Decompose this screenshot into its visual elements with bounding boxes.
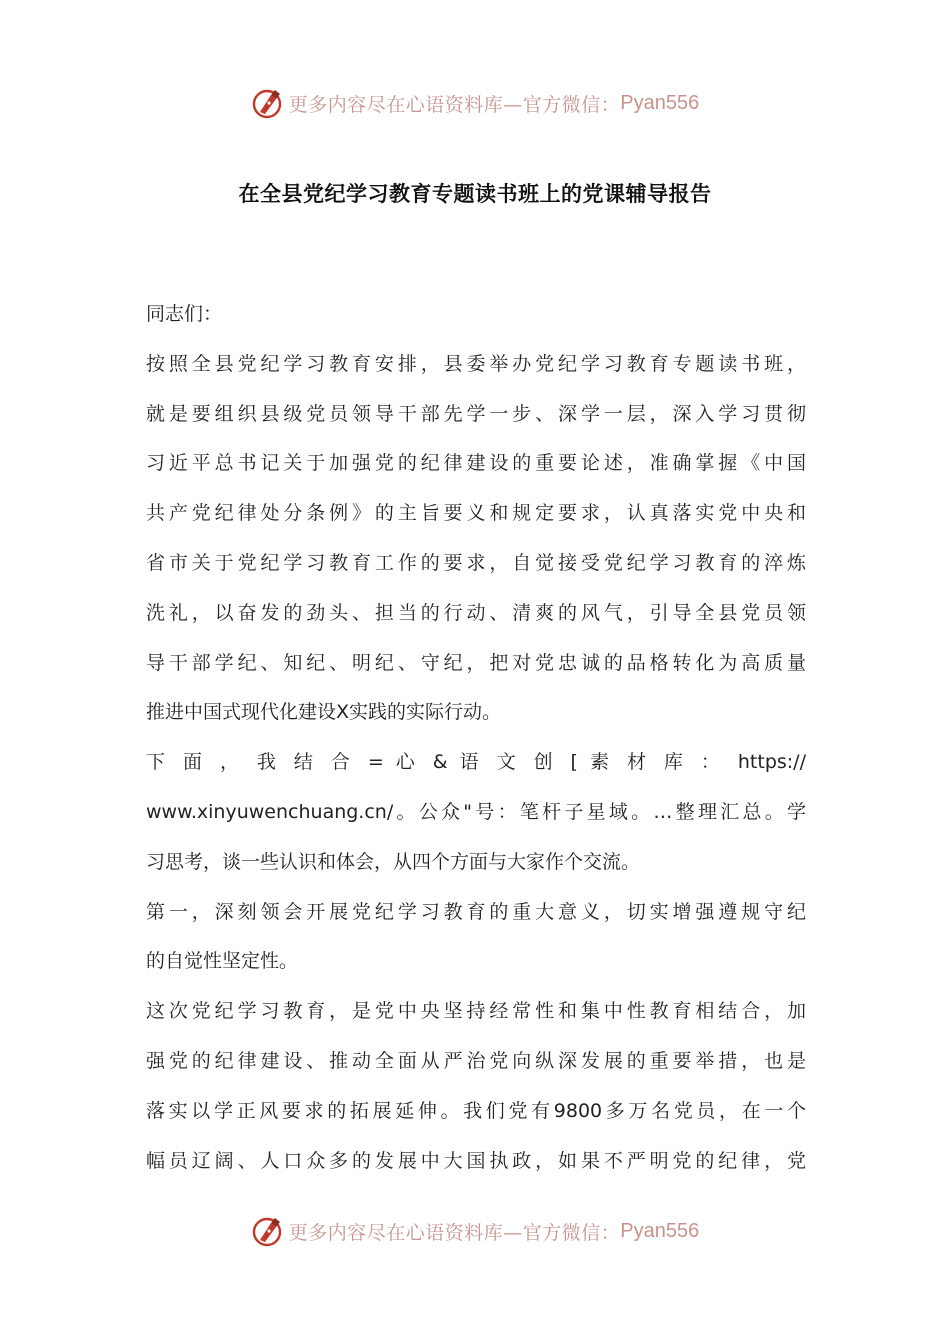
- paragraph-line: 落实以学正风要求的拓展延伸。我们党有9800多万名党员，在一个: [146, 1099, 806, 1122]
- paragraph-line: 按照全县党纪学习教育安排，县委举办党纪学习教育专题读书班，: [146, 352, 806, 375]
- paragraph-line: 习近平总书记关于加强党的纪律建设的重要论述，准确掌握《中国: [146, 452, 806, 475]
- watermark-text: 更多内容尽在心语资料库—官方微信：: [288, 1221, 621, 1244]
- header-watermark: [0, 81, 950, 125]
- paragraph-line: 就是要组织县级党员领导干部先学一步、深学一层，深入学习贯彻: [146, 402, 806, 425]
- paragraph-line: 强党的纪律建设、推动全面从严治党向纵深发展的重要举措，也是: [146, 1049, 806, 1072]
- pen-nib-icon: [251, 86, 285, 120]
- paragraph-line: 导干部学纪、知纪、明纪、守纪，把对党忠诚的品格转化为高质量: [146, 651, 806, 674]
- paragraph-line: 共产党纪律处分条例》的主旨要义和规定要求，认真落实党中央和: [146, 502, 806, 525]
- paragraph-line: 推进中国式现代化建设X实践的实际行动。: [146, 701, 502, 724]
- document-title: 在全县党纪学习教育专题读书班上的党课辅导报告: [238, 182, 712, 206]
- paragraph-line: 幅员辽阔、人口众多的发展中大国执政，如果不严明党的纪律，党: [146, 1149, 806, 1172]
- watermark-text: 更多内容尽在心语资料库—官方微信：: [288, 93, 621, 116]
- section-heading-line: 的自觉性坚定性。: [146, 950, 299, 973]
- pen-nib-icon: [251, 1214, 285, 1248]
- watermark-wechat-id: Pyan556: [620, 1219, 700, 1242]
- footer-watermark: [0, 1209, 950, 1253]
- paragraph-line: 下 面 ， 我 结 合 = 心 & 语 文 创 [ 素 材 库 ： https://: [146, 751, 806, 774]
- paragraph-line: 洗礼，以奋发的劲头、担当的行动、清爽的风气，引导全县党员领: [146, 601, 806, 624]
- paragraph-line: 这次党纪学习教育，是党中央坚持经常性和集中性教育相结合，加: [146, 1000, 806, 1023]
- watermark-wechat-id: Pyan556: [620, 91, 700, 114]
- salutation: 同志们：: [146, 303, 223, 325]
- paragraph-line: www.xinyuwenchuang.cn/。公众"号：笔杆子星域。…整理汇总。学: [146, 800, 806, 823]
- section-heading-line: 第一，深刻领会开展党纪学习教育的重大意义，切实增强遵规守纪: [146, 900, 806, 923]
- paragraph-line: 习思考，谈一些认识和体会，从四个方面与大家作个交流。: [146, 850, 641, 873]
- document-body: [146, 290, 806, 1186]
- paragraph-line: 省市关于党纪学习教育工作的要求，自觉接受党纪学习教育的淬炼: [146, 551, 806, 574]
